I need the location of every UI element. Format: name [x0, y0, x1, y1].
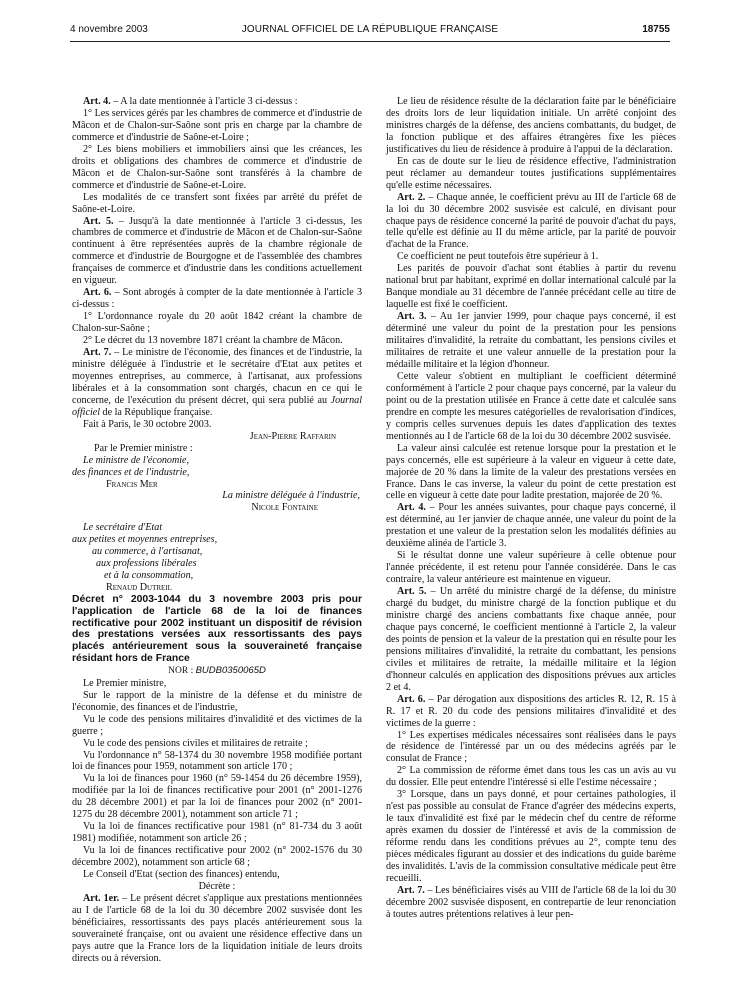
secretary-title: aux petites et moyennes entreprises, [72, 534, 218, 546]
article-5: Art. 5. – Un arrêté du ministre chargé de la défense, du ministre chargé du budget, du ministre chargé de la fonction publique et du ministre chargé des anciens combattants fixe chaque année, pour chaque pays concerné, le coefficient mentionné à l'article 2, la valeur des points de pension et la valeur de la prestation qui en résulte pour les pensions militaires d'invalidité, la retraite du combattant, les pensions civiles et militaires de retraite, la médaille militaire et la légion d'honneur calculés en application des dispositions prévues aux articles 2 et 4. [386, 586, 676, 693]
paragraph: En cas de doute sur le lieu de résidence effective, l'administration peut réclamer au demandeur toutes justifications supplémentaires qu'elle estime nécessaires. [386, 155, 676, 191]
header-date: 4 novembre 2003 [70, 24, 148, 35]
page-number: 18755 [642, 24, 670, 35]
article-6: Art. 6. – Par dérogation aux dispositions des articles R. 12, R. 15 à R. 17 et R. 20 du code des pensions militaires d'invalidité et des victimes de la guerre : [386, 693, 677, 729]
journal-title: JOURNAL OFFICIEL DE LA RÉPUBLIQUE FRANÇAISE [241, 24, 499, 35]
paragraph: Le Conseil d'Etat (section des finances) entendu, [83, 869, 280, 881]
paragraph: Vu le code des pensions civiles et militaires de retraite ; [83, 737, 308, 749]
paragraph: 2° La commission de réforme émet dans tous les cas un avis au vu du dossier. Elle peut entendre l'intéressé si elle l'estime nécessaire ; [386, 765, 676, 789]
page-header [70, 24, 670, 40]
article-1: Art. 1er. – Le présent décret s'applique aux prestations mentionnées au I de l'article 68 de la loi du 30 décembre 2002 susvisée dont les bénéficiaires, ressortissants des pays placés antérieurement sous la souveraineté française, ont ou avaient une résidence effective dans un pays autre que la France lors de la liquidation initiale de leurs droits directs ou à réversion. [72, 892, 362, 964]
paragraph: 1° Les expertises médicales nécessaires sont réalisées dans le pays de résidence de l'intéressé par un ou des médecins agréés par le consulat de France ; [386, 729, 676, 765]
signature-secretary: Renaud Dutreil [106, 582, 172, 594]
article-3: Art. 3. – Au 1er janvier 1999, pour chaque pays concerné, il est déterminé une valeur du point de la prestation pour les pensions militaires d'invalidité, la retraite du combattant, les pensions civiles et militaires de retraite et une valeur annuelle de la prestation pour la médaille militaire et la légion d'honneur. [386, 311, 677, 370]
decree-title: Décret n° 2003-1044 du 3 novembre 2003 pris pour l'application de l'article 68 de la loi de finances rectificative pour 2002 instituant un dispositif de révision des prestations versées aux ressortissants des pays placés antérieurement sous la souveraineté française résidant hors de France [72, 594, 362, 665]
paragraph: Les modalités de ce transfert sont fixées par arrêté du préfet de Saône-et-Loire. [72, 191, 362, 215]
minister-title: La ministre déléguée à l'industrie, [222, 490, 360, 502]
article-2: Art. 2. – Chaque année, le coefficient prévu au III de l'article 68 de la loi du 30 décembre 2002 susvisée est calculé, en divisant pour chaque pays de résidence concerné la parité de pouvoir d'achat du pays, telle qu'elle est définie au II du même article, par la parité de pouvoir d'achat de la France. [386, 191, 676, 251]
article-5: Art. 5. – Jusqu'à la date mentionnée à l'article 3 ci-dessus, les chambres de commerce et d'industrie de Mâcon et de Chalon-sur-Saône continuent à être représentées auprès de la chambre régionale de commerce et d'industrie de Bourgogne et de l'assemblée des chambres françaises de commerce et d'industrie dans les conditions actuellement en vigueur. [72, 215, 362, 287]
minister-title: Le ministre de l'économie, [83, 454, 190, 466]
article-4: Art. 4. – A la date mentionnée à l'article 3 ci-dessus : [83, 96, 298, 107]
paragraph: Les parités de pouvoir d'achat sont établies à partir du revenu national brut par habitant, exprimé en dollar international calculé par la Banque mondiale au 31 décembre de l'année précédant celle au titre de laquelle est fixé le coefficient. [386, 263, 676, 311]
paragraph: 2° Les biens mobiliers et immobiliers ainsi que les créances, les droits et obligations des chambres de commerce et d'industrie de Mâcon et de Chalon-sur-Saône sont transférés à la chambre de commerce et d'industrie de Saône-et-Loire. [72, 143, 362, 191]
paragraph: Vu le code des pensions militaires d'invalidité et des victimes de la guerre ; [72, 713, 362, 737]
paragraph: Si le résultat donne une valeur supérieure à celle obtenue pour l'année précédente, il est retenu pour l'année considérée. Dans le cas contraire, la valeur antérieure est maintenue en vigueur. [386, 550, 676, 586]
paragraph: 3° Lorsque, dans un pays donné, et pour certaines pathologies, il n'est pas possible au consulat de France d'agréer des médecins experts, le taux d'invalidité est fixé par le médecin chef du centre de réforme après examen du dossier de l'intéressé et avis de la commission de réforme rendu dans les conditions prévues au 2°, compte tenu des pièces médicales figurant au dossier et des indications du guide barème des invalidités. L'avis de la commission consultative médicale peut être recueilli. [386, 789, 676, 884]
paragraph: Le Premier ministre, [83, 677, 167, 689]
fait-a-paris: Fait à Paris, le 30 octobre 2003. [83, 418, 212, 430]
secretary-title: et à la consommation, [104, 570, 194, 582]
paragraph: Sur le rapport de la ministre de la défense et du ministre de l'économie, des finances et de l'industrie, [72, 689, 362, 713]
secretary-title: Le secrétaire d'Etat [83, 522, 163, 534]
paragraph: Ce coefficient ne peut toutefois être supérieur à 1. [397, 251, 599, 263]
par-le-premier-ministre: Par le Premier ministre : [94, 442, 193, 454]
paragraph: 2° Le décret du 13 novembre 1871 créant la chambre de Mâcon. [83, 335, 343, 347]
paragraph: Vu la loi de finances rectificative pour 2002 (n° 2002-1576 du 30 décembre 2002), notamment son article 68 ; [72, 845, 362, 869]
paragraph: Le lieu de résidence résulte de la déclaration faite par le bénéficiaire des droits lors de leur liquidation initiale. Un arrêté conjoint des ministres chargés de la défense, des anciens combattants, du budget, de la fonction publique et des affaires étrangères fixe les pièces justificatives du lieu de résidence à produire à l'appui de la déclaration. [386, 96, 676, 155]
paragraph: Cette valeur s'obtient en multipliant le coefficient déterminé conformément à l'article 2 pour chaque pays concerné, par la valeur du point ou de la prestation utilisée en France à cette date et calculée sans prendre en compte les mesures catégorielles de revalorisation d'indices, y compris celles survenues depuis les dates d'application des textes mentionnés au I de l'article 68 de la loi du 30 décembre 2002 susvisée. [386, 370, 676, 442]
article-4: Art. 4. – Pour les années suivantes, pour chaque pays concerné, il est déterminé, au 1er janvier de chaque année, une valeur du point de la prestation et une valeur de la prestation selon les modalités définies au deuxième alinéa de l'article 3. [386, 502, 676, 550]
secretary-title: au commerce, à l'artisanat, [92, 546, 203, 558]
paragraph: 1° L'ordonnance royale du 20 août 1842 créant la chambre de Chalon-sur-Saône ; [72, 311, 362, 335]
paragraph: Vu l'ordonnance n° 58-1374 du 30 novembre 1958 modifiée portant loi de finances pour 1959, notamment son article 170 ; [72, 749, 362, 773]
nor-reference: NOR : BUDB0350065D [168, 664, 266, 676]
article-7: Art. 7. – Le ministre de l'économie, des finances et de l'industrie, la ministre déléguée à l'industrie et le secrétaire d'Etat aux petites et moyennes entreprises, au commerce, à l'artisanat, aux professions libérales et à la consommation sont chargés, chacun en ce qui le concerne, de l'exécution du présent décret, qui sera publié au Journal officiel de la République française. [72, 347, 363, 418]
signature-minister-economy: Francis Mer [106, 478, 158, 490]
decrete: Décrète : [198, 881, 236, 893]
secretary-title: aux professions libérales [96, 558, 197, 570]
paragraph: Vu la loi de finances rectificative pour 1981 (n° 81-734 du 3 août 1981) modifiée, notamment son article 26 ; [72, 821, 362, 845]
signature-prime-minister: Jean-Pierre Raffarin [249, 430, 336, 442]
minister-title: des finances et de l'industrie, [72, 466, 190, 478]
header-rule [70, 41, 670, 42]
paragraph: Vu la loi de finances pour 1960 (n° 59-1454 du 26 décembre 1959), modifiée par la loi de finances rectificative pour 2001 (n° 2001-1276 du 28 décembre 2001) et par la loi de finances pour 2002 (n° 2001-1275 du 28 décembre 2001), notamment son article 71 ; [72, 773, 362, 821]
paragraph: La valeur ainsi calculée est retenue lorsque pour la prestation et le pays concernés, elle est supérieure à la valeur en vigueur à cette date, majorée de 20 % dans la limite de la valeur des prestations versées en France. Dans le cas inverse, la valeur du point de cette prestation est celle en vigueur à cette date pour ladite prestation, majorée de 20 %. [386, 442, 676, 502]
article-7: Art. 7. – Les bénéficiaires visés au VIII de l'article 68 de la loi du 30 décembre 2002 susvisée disposent, en contrepartie de leur renonciation à toutes autres prétentions relatives à leur pen- [386, 884, 676, 920]
signature-minister-industry: Nicole Fontaine [251, 502, 318, 514]
paragraph: 1° Les services gérés par les chambres de commerce et d'industrie de Mâcon et de Chalon-sur-Saône sont pris en charge par la chambre de commerce et d'industrie de Saône-et-Loire ; [72, 107, 362, 143]
article-6: Art. 6. – Sont abrogés à compter de la date mentionnée à l'article 3 ci-dessus : [72, 287, 363, 311]
left-column [72, 96, 362, 965]
right-column [386, 96, 676, 921]
